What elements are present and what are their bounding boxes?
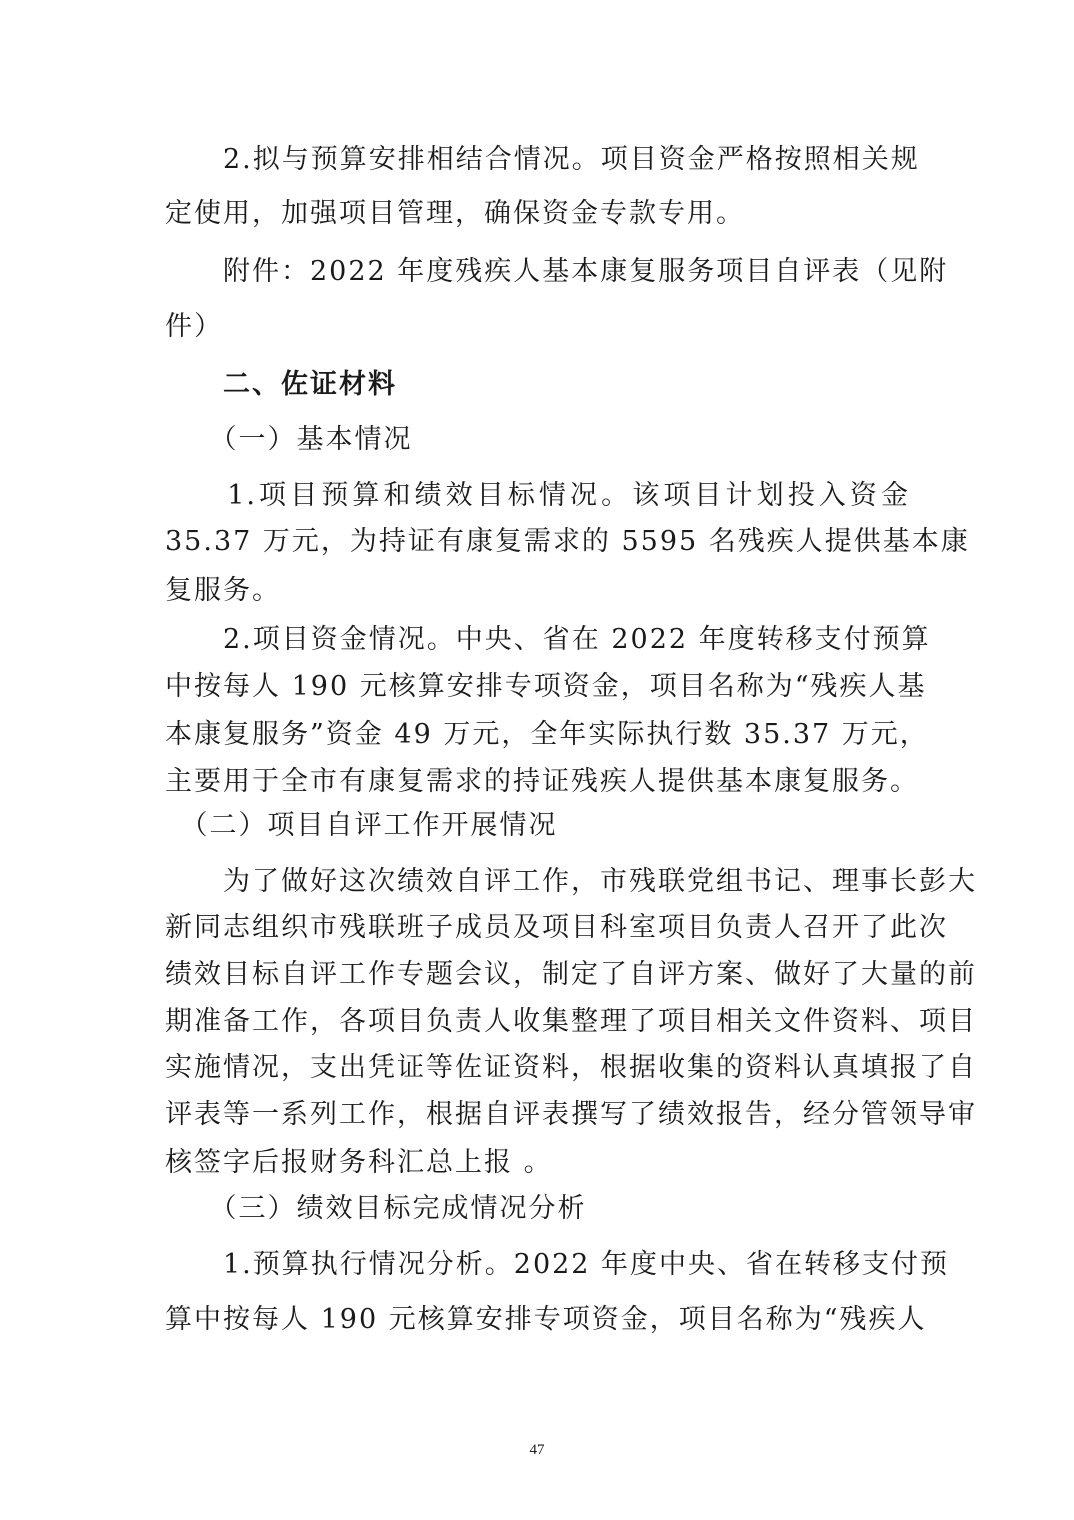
- paragraph-line: 2.项目资金情况。中央、省在 2022 年度转移支付预算: [165, 624, 931, 655]
- paragraph-line: 1.预算执行情况分析。2022 年度中央、省在转移支付预: [165, 1249, 950, 1280]
- paragraph-line: 为了做好这次绩效自评工作，市残联党组书记、理事长彭大: [165, 866, 977, 897]
- paragraph-line: 本康复服务”资金 49 万元，全年实际执行数 35.37 万元，: [165, 719, 929, 750]
- subsection-heading: （二）项目自评工作开展情况: [165, 810, 558, 841]
- paragraph-line: 新同志组织市残联班子成员及项目科室项目负责人召开了此次: [165, 912, 948, 943]
- paragraph-line: 主要用于全市有康复需求的持证残疾人提供基本康复服务。: [165, 766, 919, 797]
- paragraph-line: 附件：2022 年度残疾人基本康复服务项目自评表（见附: [165, 256, 949, 287]
- paragraph-line: 复服务。: [165, 575, 281, 606]
- paragraph-line: 核签字后报财务科汇总上报 。: [165, 1147, 553, 1178]
- paragraph-line: 算中按每人 190 元核算安排专项资金，项目名称为“残疾人: [165, 1304, 927, 1335]
- subsection-heading: （一）基本情况: [165, 424, 413, 455]
- paragraph-line: 件）: [165, 311, 223, 342]
- page-number: 47: [529, 1442, 545, 1458]
- paragraph-line: 评表等一系列工作，根据自评表撰写了绩效报告，经分管领导审: [165, 1099, 977, 1130]
- paragraph-line: 期准备工作，各项目负责人收集整理了项目相关文件资料、项目: [165, 1006, 977, 1037]
- paragraph-line: 绩效目标自评工作专题会议，制定了自评方案、做好了大量的前: [165, 959, 977, 990]
- section-heading: 二、佐证材料: [165, 369, 397, 400]
- subsection-heading: （三）绩效目标完成情况分析: [165, 1193, 587, 1224]
- paragraph-line: 35.37 万元，为持证有康复需求的 5595 名残疾人提供基本康: [165, 526, 970, 557]
- paragraph-line: 定使用，加强项目管理，确保资金专款专用。: [165, 198, 745, 229]
- paragraph-line: 中按每人 190 元核算安排专项资金，项目名称为“残疾人基: [165, 671, 927, 702]
- paragraph-line: 2.拟与预算安排相结合情况。项目资金严格按照相关规: [165, 144, 920, 175]
- paragraph-line: 1.项目预算和绩效目标情况。该项目计划投入资金: [165, 480, 910, 511]
- paragraph-line: 实施情况，支出凭证等佐证资料，根据收集的资料认真填报了自: [165, 1052, 977, 1083]
